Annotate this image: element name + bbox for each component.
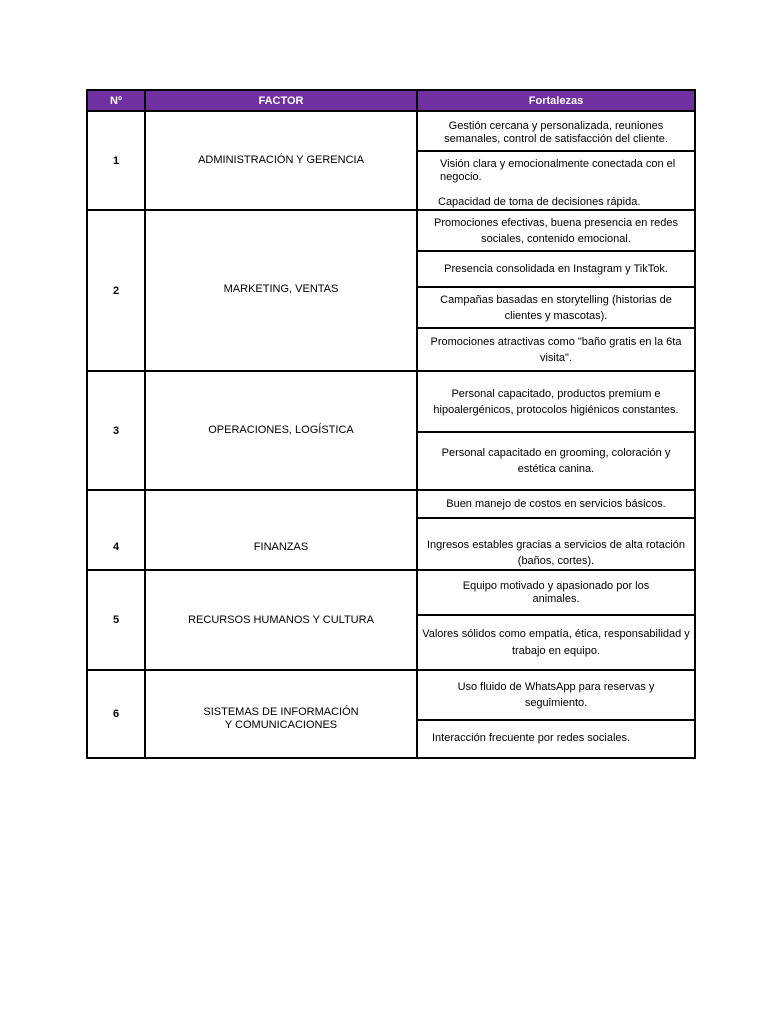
factor-cell: RECURSOS HUMANOS Y CULTURA xyxy=(146,571,418,669)
header-factor: FACTOR xyxy=(146,91,418,110)
strength-item: Promociones efectivas, buena presencia en redes sociales, contenido emocional. xyxy=(418,211,694,252)
strength-item-group xyxy=(418,152,694,209)
strengths-cell xyxy=(418,372,694,489)
table-row xyxy=(88,112,694,211)
strength-item: Uso fluido de WhatsApp para reservas y seguimiento. xyxy=(418,671,694,721)
strength-item: Campañas basadas en storytelling (historias de clientes y mascotas). xyxy=(418,288,694,329)
table-row xyxy=(88,671,694,757)
table-row xyxy=(88,571,694,671)
strength-item: Personal capacitado en grooming, coloración y estética canina. xyxy=(441,447,671,475)
table-row xyxy=(88,211,694,372)
row-number: 5 xyxy=(88,571,146,669)
table-row xyxy=(88,491,694,571)
table-header xyxy=(88,91,694,112)
strength-item: Presencia consolidada en Instagram y TikTok. xyxy=(418,252,694,288)
strength-item: Buen manejo de costos en servicios básicos. xyxy=(418,491,694,519)
header-strengths: Fortalezas xyxy=(418,91,694,110)
strength-item: Ingresos estables gracias a servicios de alta rotación (baños, cortes). xyxy=(426,539,686,567)
strengths-cell xyxy=(418,491,694,569)
row-number: 2 xyxy=(88,211,146,370)
factor-cell: SISTEMAS DE INFORMACIÓN Y COMUNICACIONES xyxy=(146,671,418,757)
row-number: 1 xyxy=(88,112,146,209)
row-number: 3 xyxy=(88,372,146,489)
strength-item: Valores sólidos como empatía, ética, responsabilidad y trabajo en equipo. xyxy=(422,627,690,657)
factor-cell: MARKETING, VENTAS xyxy=(146,211,418,370)
row-number: 6 xyxy=(88,671,146,757)
header-number: Nº xyxy=(88,91,146,110)
strengths-cell xyxy=(418,671,694,757)
strength-item: Interacción frecuente por redes sociales. xyxy=(432,731,631,744)
table-row xyxy=(88,372,694,491)
strength-item: Visión clara y emocionalmente conectada con el negocio. xyxy=(440,158,676,183)
factor-cell: OPERACIONES, LOGÍSTICA xyxy=(146,372,418,489)
factor-cell: ADMINISTRACIÓN Y GERENCIA xyxy=(146,112,418,209)
strengths-table xyxy=(86,89,696,759)
strength-item: Capacidad de toma de decisiones rápida. xyxy=(438,196,641,208)
strengths-cell xyxy=(418,211,694,370)
strengths-cell xyxy=(418,112,694,209)
strength-item: Personal capacitado, productos premium e hipoalergénicos, protocolos higiénicos constantes. xyxy=(418,372,694,433)
row-number: 4 xyxy=(88,491,146,569)
strength-item: Equipo motivado y apasionado por los animales. xyxy=(418,571,694,616)
strength-item: Promociones atractivas como "baño gratis en la 6ta visita". xyxy=(430,335,682,364)
strengths-cell xyxy=(418,571,694,669)
strength-item: Gestión cercana y personalizada, reuniones semanales, control de satisfacción del cliente. xyxy=(418,112,694,152)
factor-cell: FINANZAS xyxy=(146,491,418,569)
